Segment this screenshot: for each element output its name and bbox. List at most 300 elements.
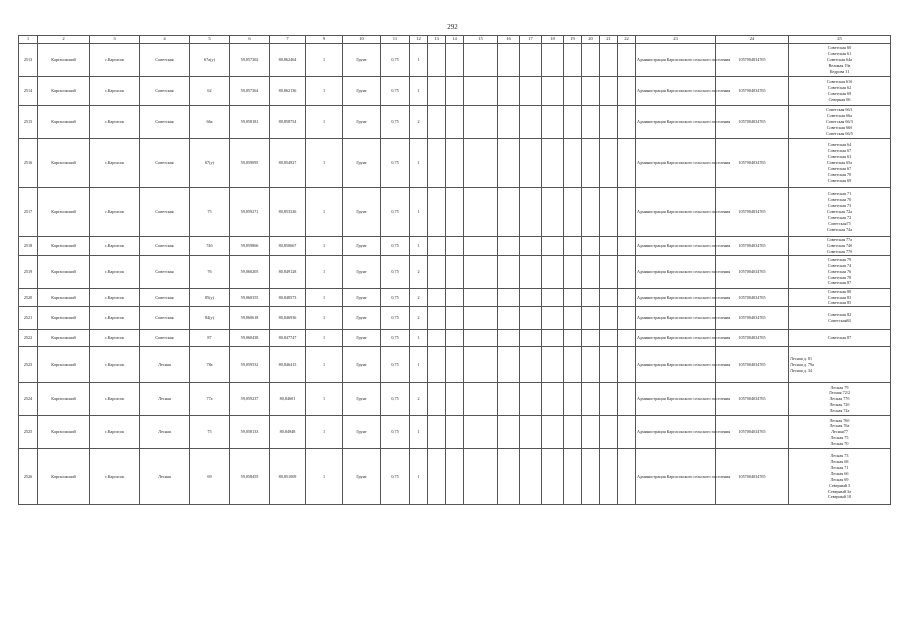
cell-inn: 1057004034765 [716, 449, 789, 505]
cell-empty [428, 449, 446, 505]
cell-n: 2514 [19, 77, 38, 106]
cell-count: 1 [306, 347, 343, 383]
cell-empty [464, 139, 498, 188]
cell-empty [498, 77, 520, 106]
cell-street: Советская [140, 139, 190, 188]
cell-n: 2522 [19, 330, 38, 347]
address-line: Советская 74 [827, 262, 852, 268]
cell-settlement: с.Каргасок [90, 383, 140, 416]
cell-inn: 1057004034765 [716, 347, 789, 383]
cell-empty [600, 106, 618, 139]
cell-empty [564, 288, 582, 307]
address-line: Лесная 71 [830, 465, 849, 470]
cell-empty [446, 307, 464, 330]
cell-empty [582, 139, 600, 188]
cell-addresses [789, 77, 891, 106]
table-row [19, 255, 891, 288]
cell-empty [498, 307, 520, 330]
cell-settlement: с.Каргасок [90, 237, 140, 256]
address-line: Советская 70 [827, 171, 852, 177]
cell-organization: Администрация Каргасокского сельского поселения [636, 416, 716, 449]
cell-street: Лесная [140, 383, 190, 416]
cell-organization: Администрация Каргасокского сельского поселения [636, 255, 716, 288]
cell-n: 2516 [19, 139, 38, 188]
cell-empty [618, 347, 636, 383]
address-line: Северный 3 [828, 482, 851, 488]
cell-lon: 80,84601 [270, 383, 306, 416]
address-line: Лесная 76а [829, 423, 850, 429]
cell-n: 2524 [19, 383, 38, 416]
cell-street: Советская [140, 330, 190, 347]
cell-lon: 80,858754 [270, 106, 306, 139]
cell-surface: Грунт [343, 188, 381, 237]
cell-count: 1 [306, 188, 343, 237]
cell-empty [428, 347, 446, 383]
cell-empty [446, 139, 464, 188]
address-line: Советская 74б [826, 242, 853, 248]
cell-district: Каргасокский [38, 106, 90, 139]
cell-settlement: с.Каргасок [90, 330, 140, 347]
cell-area: 0,75 [381, 330, 410, 347]
address-line: Кедрова 11 [829, 68, 850, 74]
cell-organization: Администрация Каргасокского сельского поселения [636, 307, 716, 330]
column-number: 18 [542, 36, 564, 44]
cell-addresses [789, 106, 891, 139]
cell-inn: 1057004034765 [716, 188, 789, 237]
address-line: Лесная д. 79а [790, 361, 814, 367]
cell-house: 84(у) [190, 307, 230, 330]
cell-empty [446, 288, 464, 307]
cell-empty [464, 347, 498, 383]
cell-empty [600, 307, 618, 330]
address-line: Советская 69 [827, 177, 852, 183]
cell-lon: 80,846415 [270, 347, 306, 383]
cell-empty [446, 416, 464, 449]
cell-lon: 80,862136 [270, 77, 306, 106]
cell-empty [498, 106, 520, 139]
cell-addresses [789, 330, 891, 347]
address-line: Советская 69 [827, 91, 852, 96]
table-row [19, 77, 891, 106]
cell-empty [464, 188, 498, 237]
cell-lat: 59,057364 [230, 77, 270, 106]
cell-count: 1 [306, 139, 343, 188]
cell-area: 0,75 [381, 139, 410, 188]
column-number: 25 [789, 36, 891, 44]
address-line: Советская 64 [827, 142, 852, 148]
cell-empty [600, 255, 618, 288]
cell-lon: 80,849128 [270, 255, 306, 288]
column-number: 16 [498, 36, 520, 44]
cell-empty [542, 188, 564, 237]
address-line: Лесная 72а [829, 408, 850, 414]
address-line: Советская 74а [826, 226, 853, 232]
cell-inn: 1057004034765 [716, 139, 789, 188]
cell-n: 2520 [19, 288, 38, 307]
cell-empty [520, 347, 542, 383]
column-number: 14 [446, 36, 464, 44]
cell-empty [564, 139, 582, 188]
cell-empty [464, 288, 498, 307]
cell-settlement: с.Каргасок [90, 307, 140, 330]
cell-surface: Грунт [343, 139, 381, 188]
cell-surface: Грунт [343, 77, 381, 106]
cell-empty [542, 255, 564, 288]
address-line: Советская 87 [827, 335, 852, 341]
cell-empty [498, 44, 520, 77]
cell-count: 1 [306, 288, 343, 307]
column-number: 22 [618, 36, 636, 44]
cell-settlement: с.Каргасок [90, 139, 140, 188]
cell-empty [564, 307, 582, 330]
column-number: 20 [582, 36, 600, 44]
address-line: Лесная 79 [830, 384, 849, 390]
cell-house: 62 [190, 77, 230, 106]
cell-empty [618, 139, 636, 188]
column-number: 3 [90, 36, 140, 44]
address-line: Советская 79 [827, 256, 852, 262]
cell-district: Каргасокский [38, 383, 90, 416]
cell-surface: Грунт [343, 416, 381, 449]
cell-empty [464, 307, 498, 330]
cell-empty [446, 449, 464, 505]
cell-empty [582, 77, 600, 106]
cell-empty [542, 106, 564, 139]
cell-n: 2513 [19, 44, 38, 77]
cell-empty [582, 449, 600, 505]
cell-count: 1 [306, 330, 343, 347]
cell-organization: Администрация Каргасокского сельского поселения [636, 77, 716, 106]
cell-empty [520, 139, 542, 188]
address-line: Советская 72а [826, 209, 853, 215]
cell-empty [564, 237, 582, 256]
cell-district: Каргасокский [38, 307, 90, 330]
cell-addresses [789, 449, 891, 505]
cell-empty [498, 288, 520, 307]
cell-organization: Администрация Каргасокского сельского поселения [636, 383, 716, 416]
cell-district: Каргасокский [38, 255, 90, 288]
address-line: Советская 83 [827, 294, 852, 300]
cell-empty [600, 347, 618, 383]
cell-inn: 1057004034765 [716, 288, 789, 307]
cell-surface: Грунт [343, 330, 381, 347]
cell-n: 2518 [19, 237, 38, 256]
cell-empty [582, 383, 600, 416]
page-number: 292 [447, 23, 458, 31]
table-row [19, 449, 891, 505]
cell-inn: 1057004034765 [716, 255, 789, 288]
cell-count: 1 [306, 237, 343, 256]
cell-empty [582, 44, 600, 77]
cell-area: 0,75 [381, 188, 410, 237]
cell-empty [618, 237, 636, 256]
cell-settlement: с.Каргасок [90, 449, 140, 505]
cell-empty [582, 330, 600, 347]
cell-empty [446, 347, 464, 383]
cell-district: Каргасокский [38, 347, 90, 383]
cell-empty [464, 330, 498, 347]
cell-street: Советская [140, 288, 190, 307]
table-row [19, 416, 891, 449]
cell-lat: 59,057302 [230, 44, 270, 77]
cell-empty [564, 416, 582, 449]
cell-addresses [789, 237, 891, 256]
cell-settlement: с.Каргасок [90, 44, 140, 77]
cell-empty [542, 449, 564, 505]
cell-count: 1 [306, 416, 343, 449]
cell-empty [618, 416, 636, 449]
address-line: Советская 73 [827, 203, 852, 209]
cell-empty [564, 106, 582, 139]
address-line: Северный 10 [827, 494, 852, 500]
address-line: Лесная 75 [830, 435, 849, 441]
cell-house: 78а [190, 347, 230, 383]
address-line: Лесная 70 [830, 441, 849, 447]
address-line: Лесная д. 81 [790, 355, 813, 361]
cell-empty [498, 449, 520, 505]
cell-empty [464, 77, 498, 106]
cell-empty [564, 383, 582, 416]
cell-surface: Грунт [343, 237, 381, 256]
cell-n: 2519 [19, 255, 38, 288]
address-line: Великая 19а [828, 62, 851, 68]
cell-lat: 59,059532 [230, 347, 270, 383]
cell-empty [618, 307, 636, 330]
cell-empty [618, 449, 636, 505]
cell-surface: Грунт [343, 383, 381, 416]
cell-lat: 59,060618 [230, 307, 270, 330]
column-number: 1 [19, 36, 38, 44]
cell-area: 0,75 [381, 255, 410, 288]
cell-area: 0,75 [381, 288, 410, 307]
cell-inn: 1057004034765 [716, 77, 789, 106]
cell-empty [564, 255, 582, 288]
cell-lat: 59,059866 [230, 237, 270, 256]
cell-c12: 2 [410, 255, 428, 288]
cell-lon: 80,847747 [270, 330, 306, 347]
cell-empty [446, 255, 464, 288]
cell-organization: Администрация Каргасокского сельского поселения [636, 288, 716, 307]
cell-surface: Грунт [343, 288, 381, 307]
address-line: Северная 66 [828, 96, 851, 102]
cell-organization: Администрация Каргасокского сельского поселения [636, 44, 716, 77]
cell-c12: 2 [410, 307, 428, 330]
cell-empty [520, 307, 542, 330]
address-line: Лесная 66 [830, 470, 849, 476]
cell-empty [520, 449, 542, 505]
cell-district: Каргасокский [38, 330, 90, 347]
cell-empty [464, 449, 498, 505]
table-row [19, 106, 891, 139]
cell-empty [564, 449, 582, 505]
address-line: Советская 78 [827, 274, 852, 280]
cell-empty [542, 416, 564, 449]
cell-empty [542, 237, 564, 256]
cell-street: Советская [140, 188, 190, 237]
cell-empty [498, 347, 520, 383]
cell-addresses [789, 188, 891, 237]
cell-area: 0,75 [381, 347, 410, 383]
cell-c12: 1 [410, 330, 428, 347]
column-number: 7 [270, 36, 306, 44]
cell-empty [600, 383, 618, 416]
cell-count: 1 [306, 307, 343, 330]
cell-n: 2521 [19, 307, 38, 330]
address-line: Советская 67 [827, 148, 852, 154]
cell-empty [428, 288, 446, 307]
cell-c12: 1 [410, 237, 428, 256]
address-line: Советская 77б [826, 248, 853, 254]
address-line: Советская 85 [827, 300, 852, 306]
cell-addresses [789, 416, 891, 449]
cell-empty [520, 255, 542, 288]
cell-empty [564, 188, 582, 237]
cell-inn: 1057004034765 [716, 330, 789, 347]
cell-empty [446, 237, 464, 256]
cell-c12: 1 [410, 188, 428, 237]
cell-lat: 59,059095 [230, 139, 270, 188]
cell-c12: 1 [410, 449, 428, 505]
table-row [19, 288, 891, 307]
cell-empty [498, 237, 520, 256]
cell-c12: 2 [410, 106, 428, 139]
address-line: Советская 70 [827, 197, 852, 203]
cell-empty [542, 44, 564, 77]
cell-empty [542, 383, 564, 416]
address-line: Советская 65а [826, 160, 853, 166]
cell-inn: 1057004034765 [716, 307, 789, 330]
cell-lon: 80,853326 [270, 188, 306, 237]
cell-empty [542, 330, 564, 347]
cell-addresses [789, 288, 891, 307]
address-line: Советская 72 [827, 214, 852, 220]
cell-street: Лесная [140, 449, 190, 505]
cell-empty [600, 237, 618, 256]
column-number: 10 [343, 36, 381, 44]
cell-district: Каргасокский [38, 188, 90, 237]
cell-empty [498, 330, 520, 347]
cell-empty [600, 416, 618, 449]
cell-inn: 1057004034765 [716, 44, 789, 77]
cell-addresses [789, 139, 891, 188]
cell-lat: 59,060438 [230, 330, 270, 347]
cell-district: Каргасокский [38, 449, 90, 505]
cell-street: Советская [140, 307, 190, 330]
table-row [19, 188, 891, 237]
address-line: Советская 61 [827, 51, 852, 57]
address-line: Лесная 76б [829, 417, 850, 423]
cell-empty [618, 44, 636, 77]
cell-lon: 80,862464 [270, 44, 306, 77]
address-line: Лесная 73 [830, 453, 849, 459]
cell-street: Советская [140, 237, 190, 256]
cell-house: 75 [190, 188, 230, 237]
cell-empty [600, 188, 618, 237]
table-row [19, 347, 891, 383]
cell-street: Советская [140, 77, 190, 106]
cell-settlement: с.Каргасок [90, 188, 140, 237]
cell-empty [542, 288, 564, 307]
cell-empty [498, 383, 520, 416]
column-number: 15 [464, 36, 498, 44]
column-number: 19 [564, 36, 582, 44]
cell-inn: 1057004034765 [716, 237, 789, 256]
cell-house: 76 [190, 255, 230, 288]
cell-house: 66а [190, 106, 230, 139]
address-line: Советская 82 [827, 312, 852, 318]
cell-n: 2526 [19, 449, 38, 505]
cell-empty [464, 416, 498, 449]
cell-addresses [789, 307, 891, 330]
cell-lon: 80,848573 [270, 288, 306, 307]
cell-c12: 1 [410, 139, 428, 188]
cell-district: Каргасокский [38, 416, 90, 449]
cell-empty [446, 383, 464, 416]
address-line: Советская 66а [826, 113, 853, 119]
cell-empty [564, 330, 582, 347]
column-number: 12 [410, 36, 428, 44]
cell-empty [542, 307, 564, 330]
address-line: Советская 87 [827, 280, 852, 286]
cell-organization: Администрация Каргасокского сельского поселения [636, 106, 716, 139]
cell-lat: 59,060355 [230, 288, 270, 307]
cell-lat: 59,058133 [230, 416, 270, 449]
cell-c12: 1 [410, 347, 428, 383]
cell-empty [446, 330, 464, 347]
address-line: Советская 76 [827, 268, 852, 274]
column-number: 13 [428, 36, 446, 44]
cell-empty [618, 383, 636, 416]
table-row [19, 44, 891, 77]
cell-empty [618, 255, 636, 288]
cell-empty [582, 106, 600, 139]
cell-n: 2517 [19, 188, 38, 237]
cell-area: 0,75 [381, 383, 410, 416]
cell-empty [498, 188, 520, 237]
address-line: Советская 63 [827, 154, 852, 160]
cell-house: 87 [190, 330, 230, 347]
cell-n: 2523 [19, 347, 38, 383]
address-line: Советская 66/3 [826, 119, 853, 125]
address-line: Советская 60 [827, 45, 852, 51]
table-row [19, 237, 891, 256]
cell-area: 0,75 [381, 77, 410, 106]
cell-lat: 59,058181 [230, 106, 270, 139]
cell-empty [446, 188, 464, 237]
cell-empty [600, 449, 618, 505]
cell-empty [428, 255, 446, 288]
cell-addresses [789, 44, 891, 77]
cell-empty [564, 77, 582, 106]
address-line: Советская84 [828, 318, 851, 324]
address-line: Советская 80 [827, 288, 852, 294]
cell-area: 0,75 [381, 237, 410, 256]
address-line: Лесная 72/2 [828, 390, 851, 396]
cell-lat: 59,058455 [230, 449, 270, 505]
cell-district: Каргасокский [38, 139, 90, 188]
cell-settlement: с.Каргасок [90, 288, 140, 307]
cell-settlement: с.Каргасок [90, 77, 140, 106]
cell-empty [428, 237, 446, 256]
cell-district: Каргасокский [38, 237, 90, 256]
cell-addresses [789, 255, 891, 288]
cell-empty [600, 77, 618, 106]
cell-count: 1 [306, 77, 343, 106]
cell-empty [520, 188, 542, 237]
cell-surface: Грунт [343, 255, 381, 288]
cell-empty [464, 237, 498, 256]
cell-empty [520, 77, 542, 106]
